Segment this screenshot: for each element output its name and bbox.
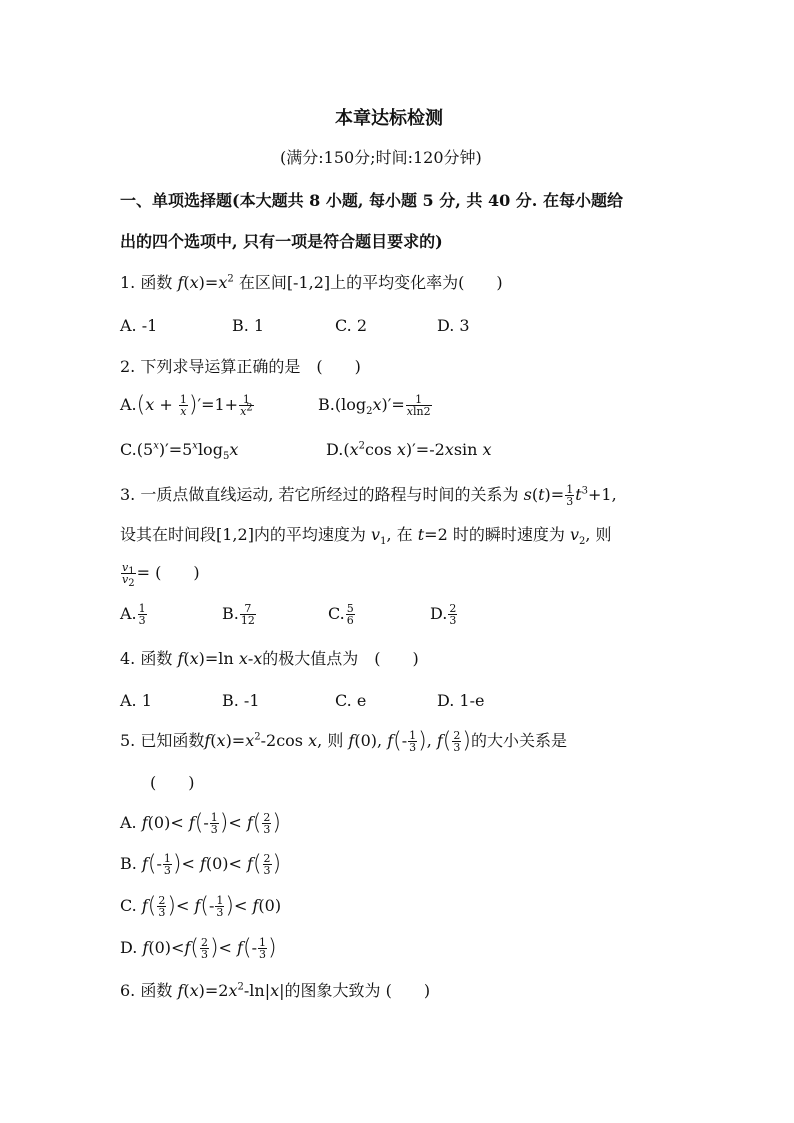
q1-prefix: 1. 函数 bbox=[120, 273, 173, 292]
q3-option-d[interactable]: D. $\frac{2}{3}$ bbox=[430, 602, 457, 627]
q1-option-b[interactable]: B. 1 bbox=[232, 316, 265, 335]
q4-option-d[interactable]: D. 1-e bbox=[437, 691, 485, 710]
q3-option-c[interactable]: C. $\frac{5}{6}$ bbox=[328, 602, 354, 627]
q1-formula: f bbox=[177, 273, 184, 292]
q2-option-d[interactable]: $D.(x^2\cos$ x)′=-2xsin x bbox=[326, 440, 492, 459]
question-3-line2: 设其在时间段[1,2]内的平均速度为 $v_1$, 在 t=2 时的瞬时速度为 $v_2$, 则 bbox=[120, 525, 612, 548]
q5-option-c[interactable]: C. f( $\frac{2}{3}$ )< f(- $\frac{1}{3}$ )< f(0) bbox=[120, 893, 282, 919]
q1-suffix: 在区间[-1,2]上的平均变化率为( ) bbox=[238, 273, 503, 292]
q5-option-b[interactable]: B. f(- $\frac{1}{3}$ )< f(0)< f( $\frac{2}{3}$ ) bbox=[120, 851, 282, 877]
q5-option-a[interactable]: A. f(0)< f(- $\frac{1}{3}$ )< f( $\frac{2}{3}$ ) bbox=[120, 810, 281, 836]
q2-option-c[interactable]: $C.(5^x)'=5^x\log_5x$ bbox=[120, 440, 239, 463]
question-2: 2. 下列求导运算正确的是 ( ) bbox=[120, 357, 361, 376]
q4-option-c[interactable]: C. e bbox=[335, 691, 367, 710]
q3-option-a[interactable]: A. $\frac{1}{3}$ bbox=[120, 602, 146, 627]
page-subtitle: (满分:150分;时间:120分钟) bbox=[280, 148, 482, 167]
q2-option-a[interactable]: A.(x + $\frac{1}{x}$ )′=1+ $\frac{1}{x^2}$ bbox=[120, 392, 253, 418]
section-heading-line1: 一、单项选择题(本大题共 8 小题, 每小题 5 分, 共 40 分. 在每小题给 bbox=[120, 191, 623, 210]
q1-option-d[interactable]: D. 3 bbox=[437, 316, 470, 335]
q1-option-a[interactable]: A. -1 bbox=[120, 316, 158, 335]
q1-option-c[interactable]: C. 2 bbox=[335, 316, 368, 335]
question-6: 6. 函数 $f(x)=2x^2-\ln|x|$的图象大致为 ( ) bbox=[120, 981, 431, 1000]
q4-option-a[interactable]: A. 1 bbox=[120, 691, 152, 710]
question-5: 5. 已知函数$f(x)=x^2-2\cos$ x, 则 f(0), f(- $\frac{1}{3}$ ), f( $\frac{2}{3}$ )的大小关系是 bbox=[120, 728, 567, 754]
question-4: 4. 函数 f(x)=ln x-x的极大值点为 ( ) bbox=[120, 649, 419, 668]
q4-option-b[interactable]: B. -1 bbox=[222, 691, 260, 710]
question-3-line3: $\frac{v_1}{v_2}$ = ( ) bbox=[122, 561, 200, 590]
section-heading-line2: 出的四个选项中, 只有一项是符合题目要求的) bbox=[120, 232, 443, 251]
q3-option-b[interactable]: B. $\frac{7}{12}$ bbox=[222, 602, 255, 627]
q5-paren: ( ) bbox=[150, 773, 195, 792]
question-1: 1. 函数 $f(x)=x^2$ 在区间[-1,2]上的平均变化率为( ) bbox=[120, 273, 503, 292]
question-3-line1: 3. 一质点做直线运动, 若它所经过的路程与时间的关系为 s(t)= $\frac{1}{3}$ $t^3+1$, bbox=[120, 483, 617, 508]
q5-option-d[interactable]: D. f(0)<f( $\frac{2}{3}$ )< f(- $\frac{1}{3}$ ) bbox=[120, 935, 277, 961]
q2-option-b[interactable]: $B.(\log_2x)'=$ $\frac{1}{xln2}$ bbox=[318, 393, 431, 418]
page-title: 本章达标检测 bbox=[335, 108, 443, 129]
